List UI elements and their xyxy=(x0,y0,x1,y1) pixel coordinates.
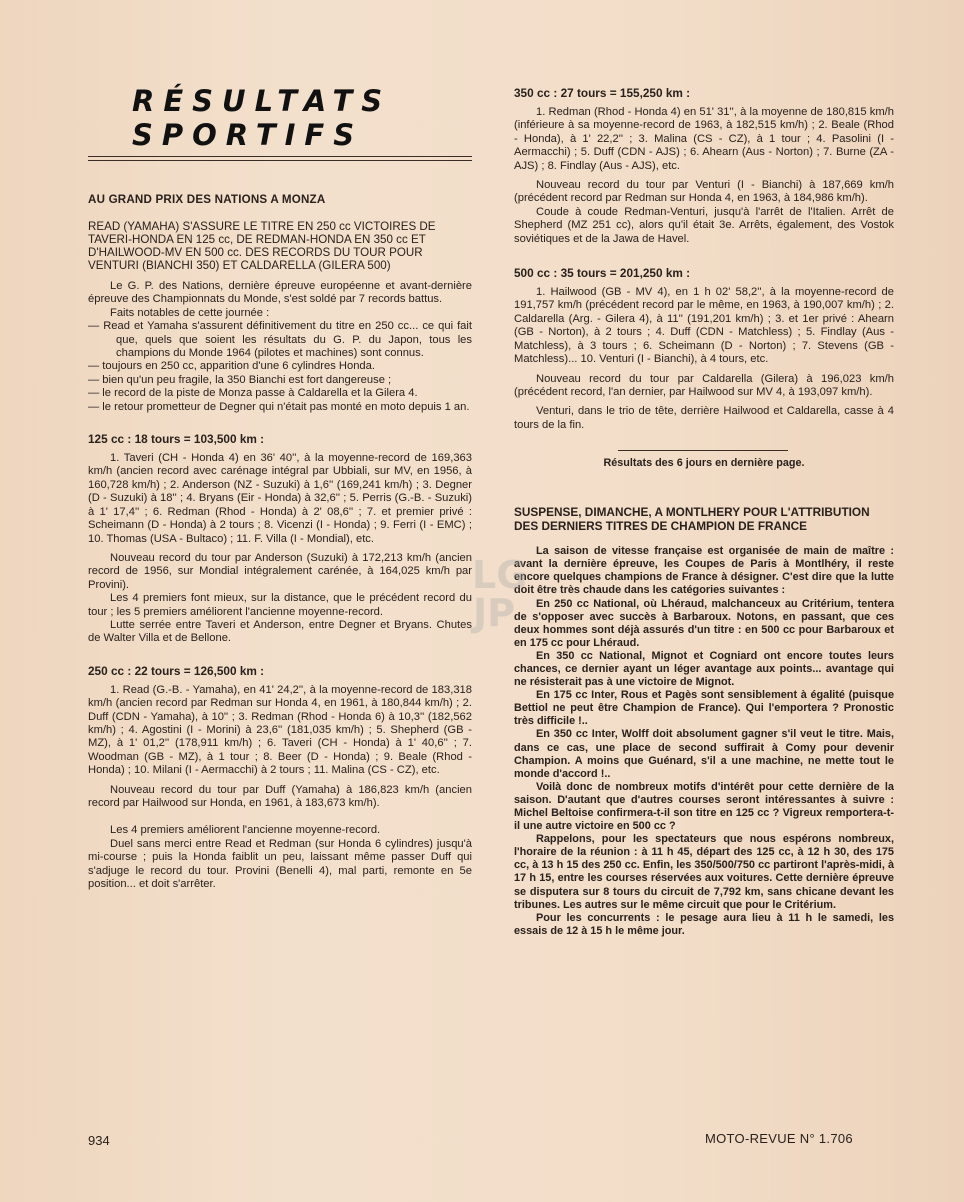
record-250: Nouveau record du tour par Duff (Yamaha) à 186,823 km/h (ancien record par Hailwood sur Honda, en 1961, à 183,673 km/h). xyxy=(88,783,472,809)
results-125: 1. Taveri (CH - Honda 4) en 36' 40'', à la moyenne-record de 169,363 km/h (ancien record avec carénage intégral par Ubbiali, sur MV, en 1956, à 160,728 km/h) ; 2. Anderson (NZ - Suzuki) à 1,6'' (169,241 km/h) ; 3. Degner (D - Suzuki) à 18'' ; 4. Bryans (Eir - Honda) à 32,6'' ; 5. Perris (G.-B. - Suzuki) à 1' 17,4'' ; 6. Redman (Rhod - Honda) à 2' 08,6'' ; 7. et premier privé : Scheimann (D - Honda) à 2 tours ; 8. Vicenzi (I - Honda) ; 9. Ferri (I - EMC) ; 10. Thomas (USA - Bultaco) ; 11. F. Villa (I - Mondial), etc. xyxy=(88,452,472,545)
montlhery-heading: SUSPENSE, DIMANCHE, A MONTLHERY POUR L'ATTRIBUTION DES DERNIERS TITRES DE CHAMPION DE FRANCE xyxy=(514,505,870,534)
montlhery-paragraph: En 175 cc Inter, Rous et Pagès sont sensiblement à égalité (puisque Bettiol ne peut être Champion de France). Qui l'emportera ? Pronostic très difficile !.. xyxy=(514,689,894,728)
montlhery-paragraph: En 250 cc National, où Lhéraud, malchanceux au Critérium, tentera de s'opposer avec succès à Barbaroux. Notons, en passant, que ces deux hommes sont déjà assurés d'un titre : en 500 cc pour Barbaroux et en 175 cc pour Lhéraud. xyxy=(514,597,894,649)
section-divider xyxy=(618,450,788,451)
montlhery-article xyxy=(514,545,894,938)
magazine-footer: MOTO-REVUE N° 1.706 xyxy=(705,1131,853,1146)
note-250-2: Duel sans merci entre Read et Redman (sur Honda 6 cylindres) jusqu'à mi-course ; puis la Honda faiblit un peu, laissant même passer Duff qui s'adjuge le record du tour. Provini (Benelli 4), mal parti, remonte en 5e position... et doit s'arrêter. xyxy=(88,837,472,891)
record-125: Nouveau record du tour par Anderson (Suzuki) à 172,213 km/h (ancien record de 1956, sur Mondial intégralement carénée, à 164,025 km/h par Provini). xyxy=(88,551,472,591)
results-500: 1. Hailwood (GB - MV 4), en 1 h 02' 58,2'', à la moyenne-record de 191,757 km/h (précédent record par le même, en 1963, à 190,007 km/h) ; 2. Caldarella (Arg. - Gilera 4), à 11'' (191,201 km/h) ; 3. et 1er privé : Ahearn (GB - Norton), à 2 tours ; 4. Duff (CDN - Matchless) ; 5. Findlay (Aus - Matchless), à 3 tours ; 6. Scheimann (D - Norton) ; 7. Stevens (GB - Matchless)... 10. Venturi (I - Bianchi), à 4 tours, etc. xyxy=(514,286,894,366)
title-rule xyxy=(88,156,472,157)
intro-paragraph: Le G. P. des Nations, dernière épreuve européenne et avant-dernière épreuve des Championnats du Monde, s'est soldé par 7 records battus. xyxy=(88,280,472,306)
left-column xyxy=(88,78,472,891)
fact-item: — le record de la piste de Monza passe à Caldarella et la Gilera 4. xyxy=(88,387,418,400)
result-heading-350: 350 cc : 27 tours = 155,250 km : xyxy=(514,86,691,100)
watermark-logo: LG JP xyxy=(472,553,528,635)
results-350: 1. Redman (Rhod - Honda 4) en 51' 31'', à la moyenne de 180,815 km/h (inférieure à sa moyenne-record de 1963, à 182,515 km/h) ; 2. Beale (Rhod - Honda), à 1' 22,2'' ; 3. Malina (CS - CZ), à 1 tour ; 4. Pasolini (I - Aermacchi) ; 5. Duff (CDN - AJS) ; 6. Ahearn (Aus - Norton) ; 7. Burne (ZA - AJS) ; 8. Findlay (Aus - AJS), etc. xyxy=(514,106,894,172)
montlhery-paragraph: La saison de vitesse française est organisée de main de maître : avant la dernière épreuve, les Coupes de Paris à Montlhéry, il reste encore quelques champions de France à désigner. C'est dire que la lutte doit être très chaude dans les catégories suivantes : xyxy=(514,545,894,597)
title-rule-2 xyxy=(88,160,472,161)
right-column xyxy=(514,78,894,938)
page-number: 934 xyxy=(88,1133,110,1148)
fact-item: — le retour prometteur de Degner qui n'était pas monté en moto depuis 1 an. xyxy=(88,400,470,413)
page-title xyxy=(132,84,472,152)
title-line-1: RÉSULTATS xyxy=(132,84,392,118)
title-line-2: SPORTIFS xyxy=(132,118,364,152)
fact-item: — bien qu'un peu fragile, la 350 Bianchi est fort dangereuse ; xyxy=(88,373,392,386)
note-250-1: Les 4 premiers améliorent l'ancienne moyenne-record. xyxy=(110,824,381,837)
fact-item: — toujours en 250 cc, apparition d'une 6 cylindres Honda. xyxy=(88,360,375,373)
montlhery-paragraph: Voilà donc de nombreux motifs d'intérêt pour cette dernière de la saison. D'autant que d'autres courses seront intéressantes à suivre : Michel Beltoise confirmera-t-il son titre en 125 cc ? Vigreux remportera-t-il une autre victoire en 500 cc ? xyxy=(514,780,894,833)
montlhery-paragraph: Pour les concurrents : le pesage aura lieu à 11 h le samedi, les essais de 12 à 15 h le même jour. xyxy=(514,911,894,937)
note-125-1: Les 4 premiers font mieux, sur la distance, que le précédent record du tour ; les 5 premiers améliorent l'ancienne moyenne-record. xyxy=(88,592,472,618)
record-500: Nouveau record du tour par Caldarella (Gilera) à 196,023 km/h (précédent record, l'an dernier, par Hailwood sur MV 4, à 193,097 km/h). xyxy=(514,372,894,398)
montlhery-paragraph: Rappelons, pour les spectateurs que nous espérons nombreux, l'horaire de la réunion : à 11 h 45, départ des 125 cc, à 12 h 30, des 175 cc, à 13 h 15 des 250 cc. Enfin, les 350/500/750 cc partiront l'après-midi, à 17 h 15, entre les courses réservées aux voitures. Cette dernière épreuve se disputera sur 8 tours du circuit de 7,792 km, sans chicane devant les tribunes. Les autres sur le même circuit que pour le Critérium. xyxy=(514,833,894,911)
lead-paragraph: READ (YAMAHA) S'ASSURE LE TITRE EN 250 cc VICTOIRES DE TAVERI-HONDA EN 125 cc, DE REDMAN-HONDA EN 350 cc ET D'HAILWOOD-MV EN 500 cc. DES RECORDS DU TOUR POUR VENTURI (BIANCHI 350) ET CALDARELLA (GILERA 500) xyxy=(88,220,436,272)
note-350: Coude à coude Redman-Venturi, jusqu'à l'arrêt de l'Italien. Arrêt de Shepherd (MZ 251 cc), alors qu'il était 3e. Arrêts, également, des Vostok soviétiques et de la Jawa de Havel. xyxy=(514,205,894,245)
montlhery-paragraph: En 350 cc Inter, Wolff doit absolument gagner s'il veut le titre. Mais, dans ce cas, une place de second suffirait à Comy pour devenir Champion. A moins que Guénard, s'il a une machine, ne mette tout le monde d'accord !.. xyxy=(514,728,894,780)
section-heading: AU GRAND PRIX DES NATIONS A MONZA xyxy=(88,193,326,206)
results-250: 1. Read (G.-B. - Yamaha), en 41' 24,2'', à la moyenne-record de 183,318 km/h (ancien record par Redman sur Honda 4, en 1961, à 180,844 km/h) ; 2. Duff (CDN - Yamaha), à 10'' ; 3. Redman (Rhod - Honda 6) à 10,3'' (182,562 km/h) ; 4. Agostini (I - Morini) à 23,6'' (181,035 km/h) ; 5. Shepherd (GB - MZ), à 1' 01,2'' (178,911 km/h) ; 6. Taveri (CH - Honda) à 1' 40,6'' ; 7. Woodman (GB - MZ), à 1 tour ; 8. Beer (D - Honda) ; 9. Beale (Rhod - Honda) ; 10. Milani (I - Aermacchi) à 2 tours ; 11. Malina (CS - CZ), etc. xyxy=(88,683,472,777)
note-125-2: Lutte serrée entre Taveri et Anderson, entre Degner et Bryans. Chutes de Walter Villa et de Bellone. xyxy=(88,618,472,645)
record-350: Nouveau record du tour par Venturi (I - Bianchi) à 187,669 km/h (précédent record par Redman sur Honda 4, en 1963, à 184,986 km/h). xyxy=(514,179,894,205)
montlhery-paragraph: En 350 cc National, Mignot et Cogniard ont encore toutes leurs chances, ce dernier ayant un léger avantage aux points... avantage qui ne résisterait pas à une victoire de Mignot. xyxy=(514,649,894,689)
result-heading-500: 500 cc : 35 tours = 201,250 km : xyxy=(514,266,691,281)
facts-heading: Faits notables de cette journée : xyxy=(110,306,270,319)
six-days-reference: Résultats des 6 jours en dernière page. xyxy=(603,457,805,470)
result-heading-125: 125 cc : 18 tours = 103,500 km : xyxy=(88,432,265,447)
result-heading-250: 250 cc : 22 tours = 126,500 km : xyxy=(88,663,265,678)
fact-item: — Read et Yamaha s'assurent définitivement du titre en 250 cc... ce qui fait que, quels que soient les résultats du G. P. du Japon, tous les champions du Monde 1964 (pilotes et machines) sont connus. xyxy=(88,320,472,360)
note-500: Venturi, dans le trio de tête, derrière Hailwood et Caldarella, casse à 4 tours de la fin. xyxy=(514,405,894,431)
